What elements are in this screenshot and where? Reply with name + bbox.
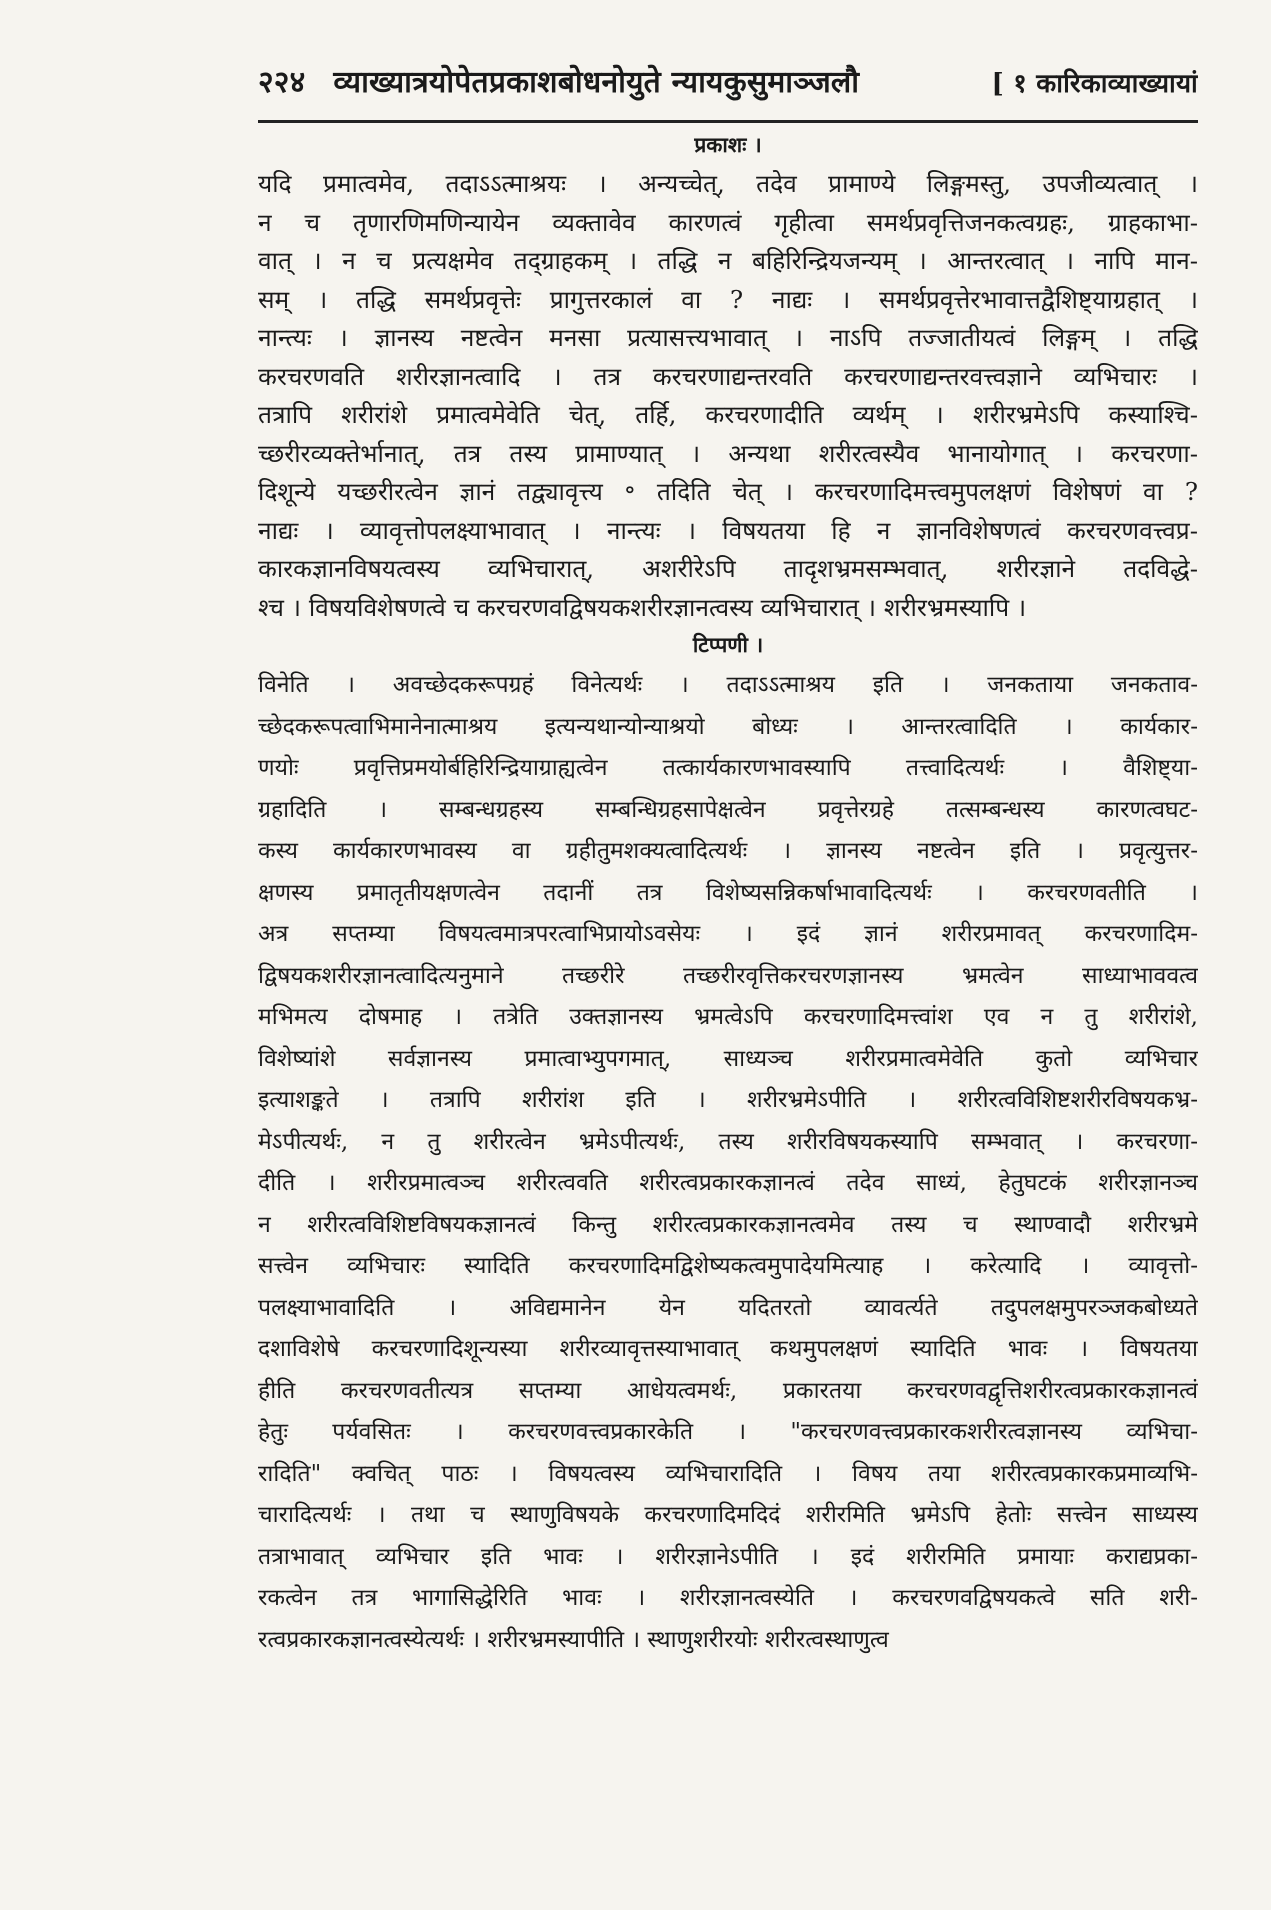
header-rule bbox=[258, 120, 1198, 123]
text-line: हीति करचरणवतीत्यत्र सप्तम्या आधेयत्वमर्थः, प्रकारतया करचरणवद्वृत्तिशरीरत्वप्रकारकज्ञानत्वं bbox=[258, 1377, 1198, 1404]
text-line: विशेष्यांशे सर्वज्ञानस्य प्रमात्वाभ्युपगमात्, साध्यञ्च शरीरप्रमात्वमेवेति कुतो व्यभिचार bbox=[258, 1045, 1198, 1072]
section-label: [ १ कारिकाव्याख्यायां bbox=[991, 69, 1198, 99]
text-line: मभिमत्य दोषमाह । तत्रेति उक्तज्ञानस्य भ्रमत्वेऽपि करचरणादिमत्त्वांश एव न तु शरीरांशे, bbox=[258, 1004, 1198, 1030]
text-line: ग्रहादिति । सम्बन्धग्रहस्य सम्बन्धिग्रहसापेक्षत्वेन प्रवृत्तेरग्रहे तत्सम्बन्धस्य कारणत्वघट- bbox=[258, 796, 1198, 823]
text-line: करचरणवति शरीरज्ञानत्वादि । तत्र करचरणाद्यन्तरवति करचरणाद्यन्तरवत्त्वज्ञाने व्यभिचारः । bbox=[258, 361, 1198, 391]
text-line: च्छेदकरूपत्वाभिमानेनात्माश्रय इत्यन्यथान्योन्याश्रयो बोध्यः । आन्तरत्वादिति । कार्यकार- bbox=[258, 713, 1198, 740]
text-line: क्षणस्य प्रमातृतीयक्षणत्वेन तदानीं तत्र विशेष्यसन्निकर्षाभावादित्यर्थः । करचरणवतीति । bbox=[258, 879, 1198, 906]
prakasha-commentary bbox=[258, 165, 1198, 627]
text-line: इत्याशङ्कते । तत्रापि शरीरांश इति । शरीरभ्रमेऽपीति । शरीरत्वविशिष्टशरीरविषयकभ्र- bbox=[258, 1087, 1198, 1113]
text-line: द्विषयकशरीरज्ञानत्वादित्यनुमाने तच्छरीरे तच्छरीरवृत्तिकरचरणज्ञानस्य भ्रमत्वेन साध्याभाववत्व bbox=[258, 962, 1198, 989]
text-line: हेतुः पर्यवसितः । करचरणवत्त्वप्रकारकेति । "करचरणवत्त्वप्रकारकशरीरत्वज्ञानस्य व्यभिचा- bbox=[258, 1419, 1198, 1445]
page-number: २२४ bbox=[258, 65, 306, 100]
text-line: पलक्ष्याभावादिति । अविद्यमानेन येन यदितरतो व्यावर्त्यते तदुपलक्षमुपरञ्जकबोध्यते bbox=[258, 1294, 1198, 1321]
text-line: दीति । शरीरप्रमात्वञ्च शरीरत्ववति शरीरत्वप्रकारकज्ञानत्वं तदेव साध्यं, हेतुघटकं शरीरज्ञानञ्च bbox=[258, 1170, 1198, 1196]
prakasha-heading: प्रकाशः । bbox=[694, 132, 762, 157]
text-line: णयोः प्रवृत्तिप्रमयोर्बहिरिन्द्रियाग्राह्यत्वेन तत्कार्यकारणभावस्यापि तत्त्वादित्यर्थः । वैशिष्ट्या- bbox=[258, 755, 1198, 781]
book-title: व्याख्यात्रयोपेतप्रकाशबोधनोयुते न्यायकुसुमाञ्जलौ bbox=[333, 65, 860, 100]
text-line: न शरीरत्वविशिष्टविषयकज्ञानत्वं किन्तु शरीरत्वप्रकारकज्ञानत्वमेव तस्य च स्थाण्वादौ शरीरभ्रमे bbox=[258, 1211, 1198, 1238]
text-line: अत्र सप्तम्या विषयत्वमात्रपरत्वाभिप्रायोऽवसेयः । इदं ज्ञानं शरीरप्रमावत् करचरणादिम- bbox=[258, 921, 1198, 947]
text-line: श्च । विषयविशेषणत्वे च करचरणवद्विषयकशरीरज्ञानत्वस्य व्यभिचारात् । शरीरभ्रमस्यापि । bbox=[258, 592, 1027, 622]
running-header bbox=[258, 60, 1198, 110]
text-line: सत्त्वेन व्यभिचारः स्यादिति करचरणादिमद्विशेष्यकत्वमुपादेयमित्याह । करेत्यादि । व्यावृत्तो- bbox=[258, 1253, 1198, 1279]
text-line: तत्राभावात् व्यभिचार इति भावः । शरीरज्ञानेऽपीति । इदं शरीरमिति प्रमायाः कराद्यप्रका- bbox=[258, 1543, 1198, 1570]
text-line: रत्वप्रकारकज्ञानत्वस्येत्यर्थः । शरीरभ्रमस्यापीति । स्थाणुशरीरयोः शरीरत्वस्थाणुत्व bbox=[258, 1626, 889, 1653]
text-line: रकत्वेन तत्र भागासिद्धेरिति भावः । शरीरज्ञानत्वस्येति । करचरणवद्विषयकत्वे सति शरी- bbox=[258, 1585, 1198, 1611]
text-line: दशाविशेषे करचरणादिशून्यस्या शरीरव्यावृत्तस्याभावात् कथमुपलक्षणं स्यादिति भावः । विषयतया bbox=[258, 1336, 1198, 1362]
text-line: दिशून्ये यच्छरीरत्वेन ज्ञानं तद्व्यावृत्त्य ॰ तदिति चेत् । करचरणादिमत्त्वमुपलक्षणं विशेषणं वा ? bbox=[258, 477, 1198, 506]
text-line: चारादित्यर्थः । तथा च स्थाणुविषयके करचरणादिमदिदं शरीरमिति भ्रमेऽपि हेतोः सत्त्वेन साध्यस्य bbox=[258, 1502, 1198, 1528]
text-line: मेऽपीत्यर्थः, न तु शरीरत्वेन भ्रमेऽपीत्यर्थः, तस्य शरीरविषयकस्यापि सम्भवात् । करचरणा- bbox=[258, 1128, 1198, 1155]
text-line: नान्त्यः । ज्ञानस्य नष्टत्वेन मनसा प्रत्यासत्त्यभावात् । नाऽपि तज्जातीयत्वं लिङ्गम् । तद्धि bbox=[258, 323, 1198, 352]
text-line: च्छरीरव्यक्तेर्भानात्, तत्र तस्य प्रामाण्यात् । अन्यथा शरीरत्वस्यैव भानायोगात् । करचरणा- bbox=[258, 438, 1198, 468]
book-page bbox=[258, 60, 1198, 1850]
text-line: विनेति । अवच्छेदकरूपग्रहं विनेत्यर्थः । तदाऽऽत्माश्रय इति । जनकताया जनकताव- bbox=[258, 672, 1198, 698]
text-line: कारकज्ञानविषयत्वस्य व्यभिचारात्, अशरीरेऽपि तादृशभ्रमसम्भवात्, शरीरज्ञाने तदविद्धे- bbox=[258, 554, 1198, 583]
text-line: सम् । तद्धि समर्थप्रवृत्तेः प्रागुत्तरकालं वा ? नाद्यः । समर्थप्रवृत्तेरभावात्तद्वैशिष्ट्याग्रहात् । bbox=[258, 284, 1198, 314]
text-line: नाद्यः । व्यावृत्तोपलक्ष्याभावात् । नान्त्यः । विषयतया हि न ज्ञानविशेषणत्वं करचरणवत्त्वप्र- bbox=[258, 515, 1198, 545]
tippani-notes bbox=[258, 665, 1198, 1661]
text-line: न च तृणारणिमणिन्यायेन व्यक्तावेव कारणत्वं गृहीत्वा समर्थप्रवृत्तिजनकत्वग्रहः, ग्राहकाभा- bbox=[258, 207, 1198, 237]
text-line: कस्य कार्यकारणभावस्य वा ग्रहीतुमशक्यत्वादित्यर्थः । ज्ञानस्य नष्टत्वेन इति । प्रवृत्युत्तर- bbox=[258, 838, 1198, 864]
text-line: तत्रापि शरीरांशे प्रमात्वमेवेति चेत्, तर्हि, करचरणादीति व्यर्थम् । शरीरभ्रमेऽपि कस्याश्चि- bbox=[258, 400, 1198, 429]
text-line: यदि प्रमात्वमेव, तदाऽऽत्माश्रयः । अन्यच्चेत्, तदेव प्रामाण्ये लिङ्गमस्तु, उपजीव्यत्वात् । bbox=[258, 169, 1198, 198]
text-line: वात् । न च प्रत्यक्षमेव तद्ग्राहकम् । तद्धि न बहिरिन्द्रियजन्यम् । आन्तरत्वात् । नापि मान- bbox=[258, 246, 1198, 275]
tippani-heading: टिप्पणी । bbox=[692, 632, 764, 657]
text-line: रादिति" क्वचित् पाठः । विषयत्वस्य व्यभिचारादिति । विषय तया शरीरत्वप्रकारकप्रमाव्यभि- bbox=[258, 1460, 1198, 1487]
